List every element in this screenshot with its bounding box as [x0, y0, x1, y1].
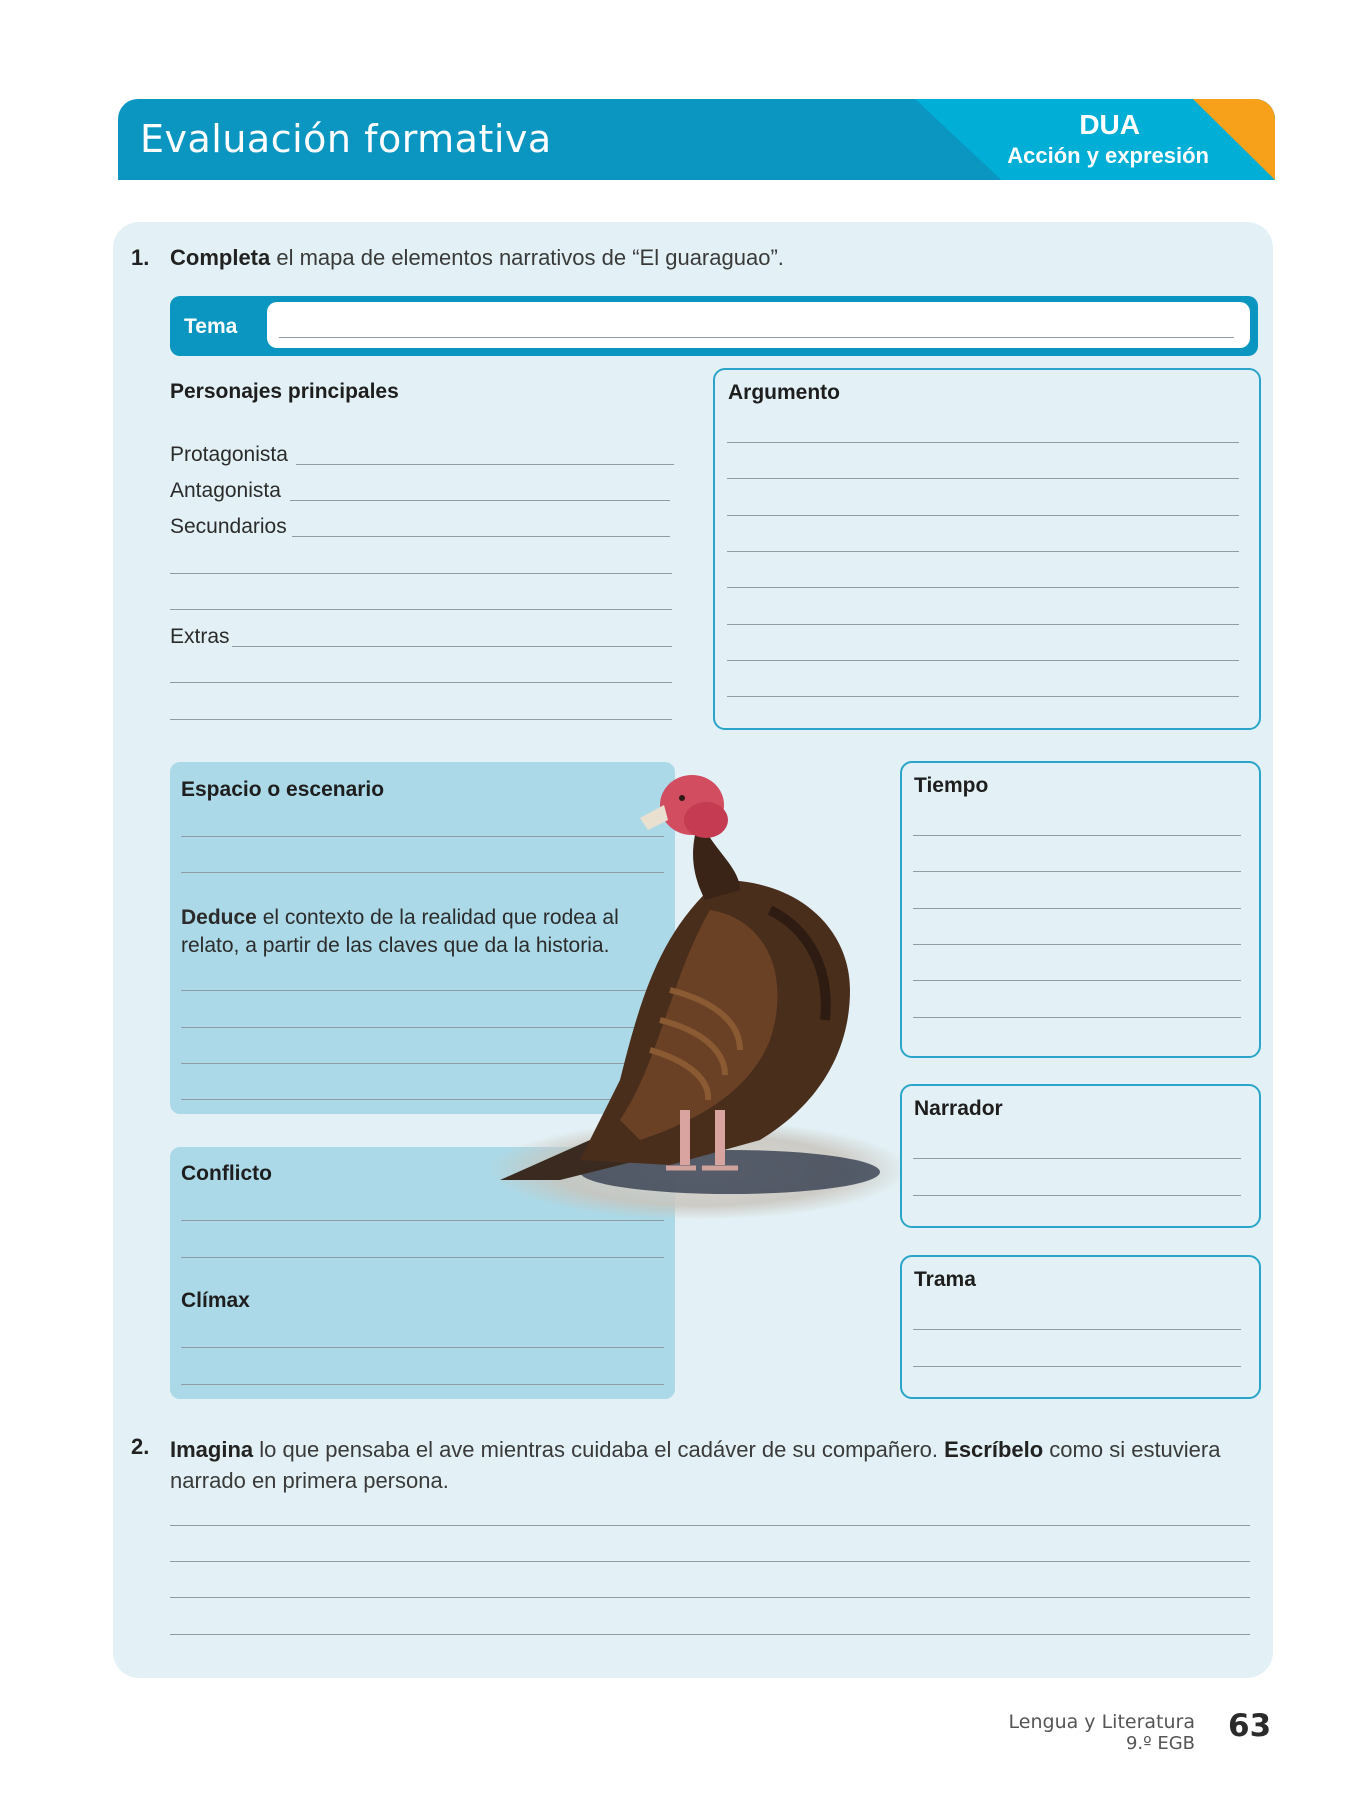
dua-badge: DUA	[1079, 109, 1140, 140]
climax-line[interactable]	[181, 1347, 664, 1348]
deduce-text-1: el contexto de la realidad que rodea al	[256, 906, 619, 929]
espacio-title: Espacio o escenario	[181, 778, 385, 801]
narrador-box	[900, 1084, 1261, 1228]
narrador-line[interactable]	[913, 1195, 1241, 1196]
vulture-image	[470, 760, 900, 1230]
climax-line[interactable]	[181, 1384, 664, 1385]
extras-line[interactable]	[170, 682, 672, 683]
tiempo-title: Tiempo	[914, 774, 989, 797]
secundarios-label: Secundarios	[170, 515, 287, 538]
tema-write-line	[279, 337, 1234, 338]
secundarios-line[interactable]	[292, 536, 670, 537]
tiempo-line[interactable]	[913, 1017, 1241, 1018]
climax-title: Clímax	[181, 1289, 250, 1312]
narrador-title: Narrador	[914, 1097, 1003, 1120]
answer-line[interactable]	[170, 1597, 1250, 1598]
extras-label: Extras	[170, 625, 230, 648]
argumento-line[interactable]	[727, 515, 1239, 516]
tiempo-line[interactable]	[913, 980, 1241, 981]
question-1-verb: Completa	[170, 245, 271, 270]
answer-line[interactable]	[170, 1525, 1250, 1526]
question-2-verb-2: Escríbelo	[944, 1437, 1044, 1462]
question-2-number: 2.	[131, 1434, 150, 1459]
trama-line[interactable]	[913, 1329, 1241, 1330]
question-2-verb-1: Imagina	[170, 1437, 254, 1462]
page-number: 63	[1228, 1708, 1272, 1744]
conflicto-line[interactable]	[181, 1257, 664, 1258]
protagonista-label: Protagonista	[170, 443, 288, 466]
dua-subtitle: Acción y expresión	[1007, 143, 1209, 168]
secundarios-line[interactable]	[170, 573, 672, 574]
question-2-body-3: narrado en primera persona.	[170, 1468, 449, 1493]
conflicto-title: Conflicto	[181, 1162, 272, 1185]
question-1-number: 1.	[131, 245, 150, 270]
antagonista-label: Antagonista	[170, 479, 281, 502]
tiempo-box	[900, 761, 1261, 1058]
tiempo-line[interactable]	[913, 871, 1241, 872]
argumento-line[interactable]	[727, 587, 1239, 588]
argumento-title: Argumento	[728, 381, 840, 404]
extras-line[interactable]	[232, 646, 672, 647]
question-1-text	[170, 245, 784, 271]
antagonista-line[interactable]	[290, 500, 670, 501]
header-banner	[118, 99, 1275, 180]
question-1-body: el mapa de elementos narrativos de “El guaraguao”.	[270, 245, 784, 270]
deduce-verb: Deduce	[181, 906, 257, 929]
argumento-line[interactable]	[727, 624, 1239, 625]
trama-box	[900, 1255, 1261, 1399]
personajes-title: Personajes principales	[170, 380, 399, 403]
tema-label: Tema	[184, 315, 238, 338]
footer-grade: 9.º EGB	[1125, 1733, 1195, 1754]
question-2-text	[170, 1434, 1258, 1496]
question-2-body-2: como si estuviera	[1043, 1437, 1221, 1462]
tiempo-line[interactable]	[913, 835, 1241, 836]
answer-line[interactable]	[170, 1561, 1250, 1562]
secundarios-line[interactable]	[170, 609, 672, 610]
extras-line[interactable]	[170, 719, 672, 720]
argumento-line[interactable]	[727, 478, 1239, 479]
question-2-body-1: lo que pensaba el ave mientras cuidaba el cadáver de su compañero.	[253, 1437, 945, 1462]
argumento-line[interactable]	[727, 660, 1239, 661]
tiempo-line[interactable]	[913, 908, 1241, 909]
tiempo-line[interactable]	[913, 944, 1241, 945]
narrador-line[interactable]	[913, 1158, 1241, 1159]
deduce-text-2: relato, a partir de las claves que da la historia.	[181, 934, 610, 957]
tema-field[interactable]	[267, 302, 1250, 348]
argumento-line[interactable]	[727, 696, 1239, 697]
page-title: Evaluación formativa	[140, 117, 552, 161]
argumento-line[interactable]	[727, 442, 1239, 443]
answer-line[interactable]	[170, 1634, 1250, 1635]
argumento-box	[713, 368, 1261, 730]
argumento-line[interactable]	[727, 551, 1239, 552]
tema-bar	[170, 296, 1258, 356]
trama-title: Trama	[914, 1268, 976, 1291]
footer-subject: Lengua y Literatura	[1008, 1711, 1195, 1733]
protagonista-line[interactable]	[296, 464, 674, 465]
trama-line[interactable]	[913, 1366, 1241, 1367]
